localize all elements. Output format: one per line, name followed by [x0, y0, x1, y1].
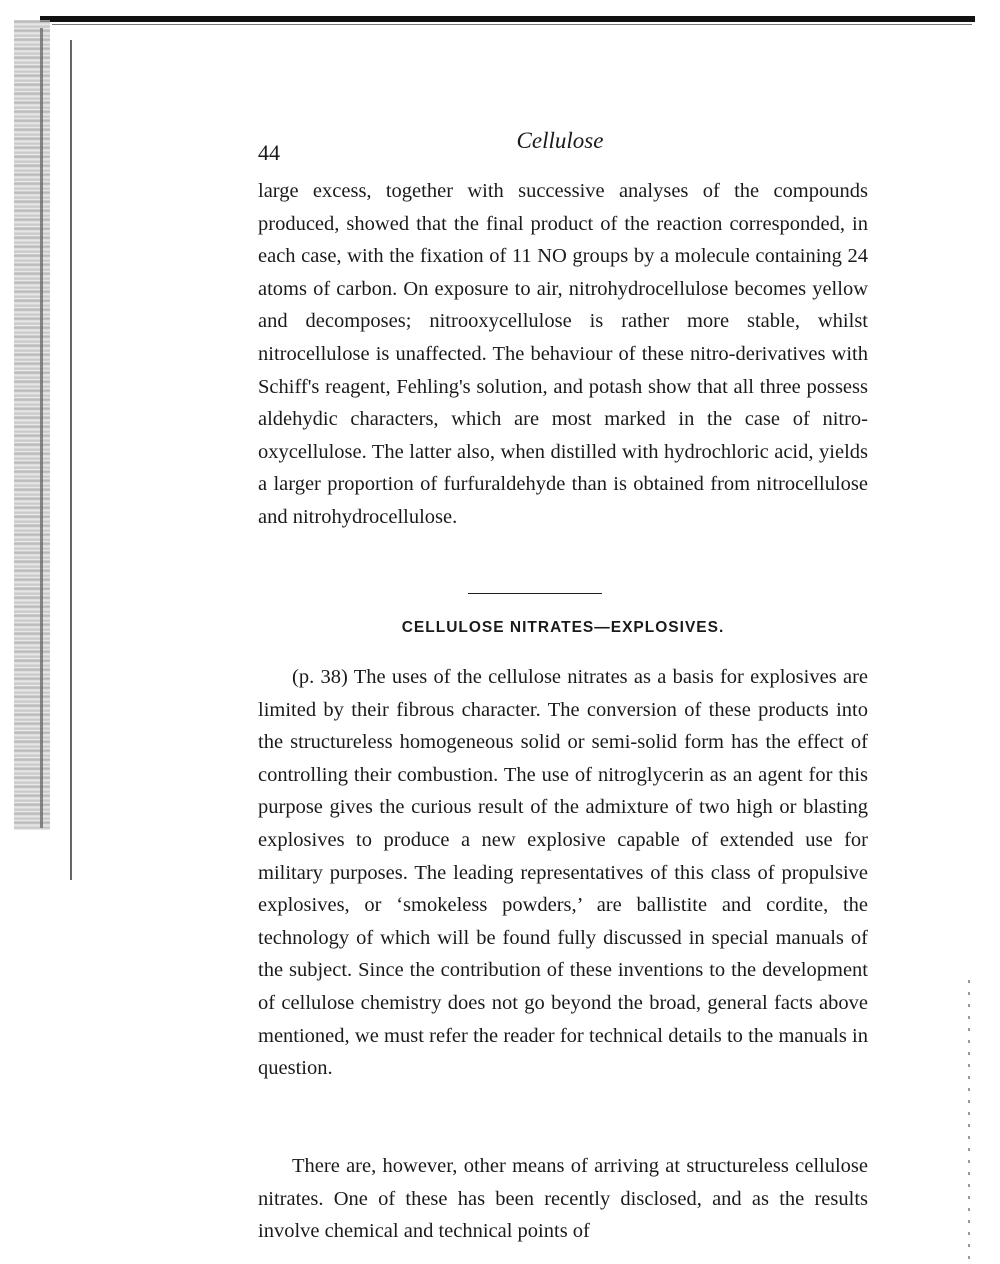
body-paragraph: There are, however, other means of arriving at structureless cellulose nitrates. One of these has been recently disclosed, and as the results involve chemical and technical points of — [258, 1155, 868, 1243]
section-divider-rule — [468, 593, 602, 594]
top-scan-border — [40, 16, 975, 22]
page-gutter-line — [70, 40, 72, 880]
running-head: Cellulose — [516, 128, 604, 153]
scan-edge-specks — [968, 980, 970, 1260]
intro-paragraph: large excess, together with successive analyses of the compounds produced, showed that the final product of the reaction corresponded, in each case, with the fixation of 11 NO groups by a molecule containing 24 atoms of carbon. On exposure to air, nitrohydrocellulose becomes yellow and decomposes; nitrooxycellulose is rather more stable, whilst nitrocellulose is unaffected. The behaviour of these nitro-derivatives with Schiff's reagent, Fehling's solution, and potash show that all three possess aldehydic characters, which are most marked in the case of nitro-oxycellulose. The latter also, when distilled with hydrochloric acid, yields a larger proportion of furfuraldehyde than is obtained from nitrocellulose and nitrohydrocellulose. — [258, 180, 868, 528]
book-spine-edge — [40, 28, 43, 828]
top-scan-border-shadow — [52, 24, 972, 25]
section-heading: CELLULOSE NITRATES—EXPLOSIVES. — [401, 619, 725, 636]
book-spine-shadow — [14, 20, 50, 830]
body-paragraph: (p. 38) The uses of the cellulose nitrates as a basis for explosives are limited by their fibrous character. The conversion of these products into the structureless homogeneous solid or semi-solid form has the effect of controlling their combustion. The use of nitroglycerin as an agent for this purpose gives the curious result of the admixture of two high or blasting explosives to produce a new explosive capable of extended use for military purposes. The leading representatives of this class of propulsive explosives, or ‘smokeless powders,’ are ballistite and cordite, the technology of which will be found fully discussed in special manuals of the subject. Since the contribution of these inventions to the development of cellulose chemistry does not go beyond the broad, general facts above mentioned, we must refer the reader for technical details to the manuals in question. — [258, 666, 868, 1080]
page-number: 44 — [258, 140, 280, 165]
